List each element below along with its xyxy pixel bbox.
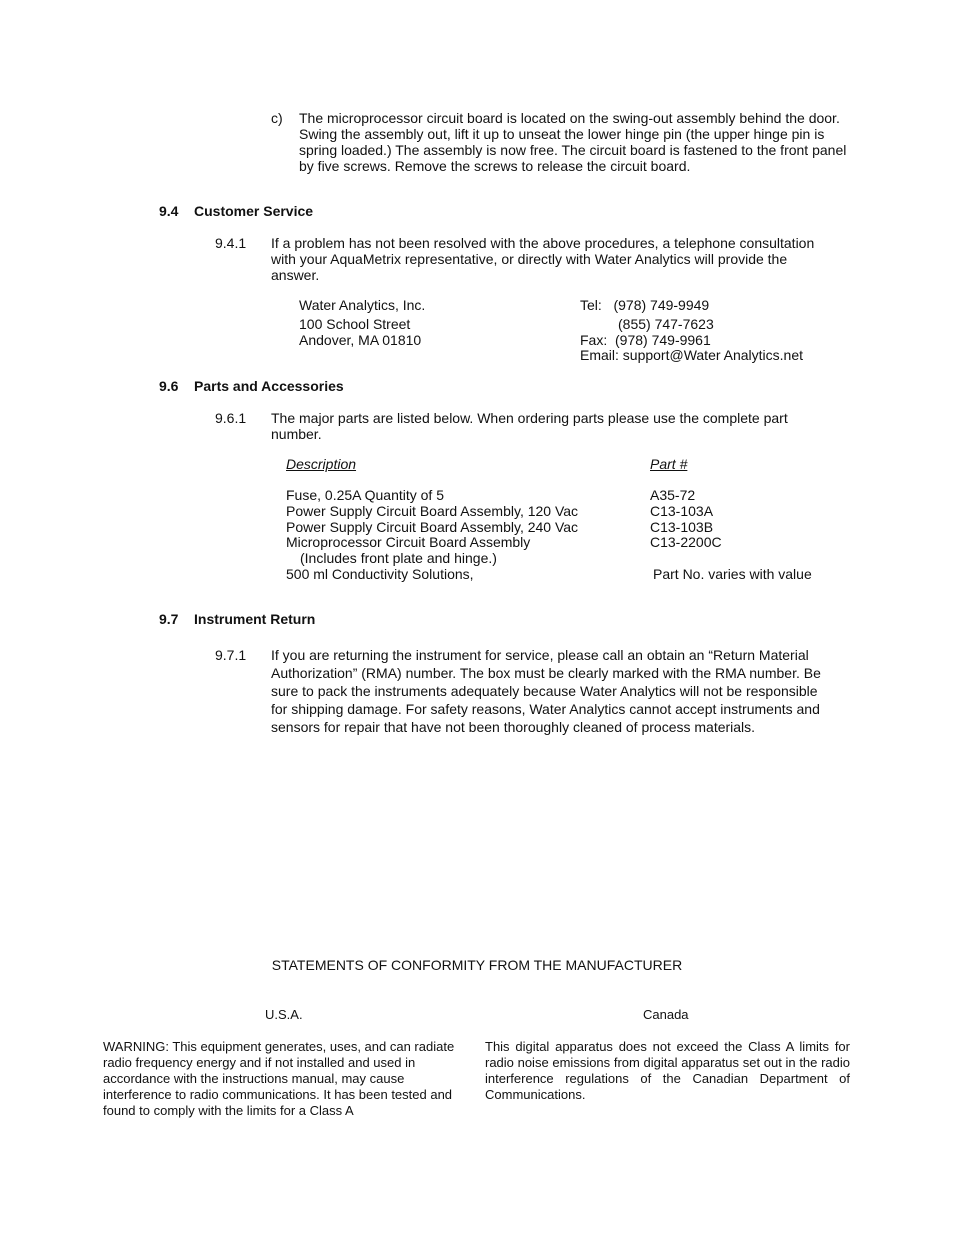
contact-city: Andover, MA 01810 [299,332,422,348]
parts-row-part: Part No. varies with value [653,566,812,582]
section-title-parts-accessories: Parts and Accessories [194,378,344,394]
parts-header-description: Description [286,456,357,472]
parts-row-desc: Fuse, 0.25A Quantity of 5 [286,487,444,503]
parts-row-part: C13-103A [650,503,714,519]
parts-row-part: A35-72 [650,487,696,503]
parts-row-desc: Power Supply Circuit Board Assembly, 120 Vac [286,503,579,519]
subsection-number-9-7-1: 9.7.1 [215,647,247,663]
parts-row-part: C13-2200C [650,534,722,550]
parts-row-desc: 500 ml Conductivity Solutions, [286,566,474,582]
section-title-customer-service: Customer Service [194,203,314,219]
usa-statement: WARNING: This equipment generates, uses, and can radiate radio frequency energy and if not installed and used in accordance with the instructions manual, may cause interference to radio communications. It has been tested and found to comply with the limits for a Class A [103,1039,455,1118]
section-number-9-6: 9.6 [159,378,179,394]
contact-tel2: (855) 747-7623 [618,316,714,332]
section-number-9-4: 9.4 [159,203,179,219]
item-c-text: The microprocessor circuit board is located on the swing-out assembly behind the door. Swing the assembly out, lift it up to unseat the lower hinge pin (the upper hinge pin is spring loaded.) The assembly is now free. The circuit board is fastened to the front panel by five screws. Remove the screws to release the circuit board. [299,110,847,174]
parts-header-part-number: Part # [650,456,688,472]
parts-row-desc-note: (Includes front plate and hinge.) [300,550,497,566]
contact-fax: Fax: (978) 749-9961 [580,332,711,348]
usa-label: U.S.A. [265,1007,303,1022]
canada-label: Canada [643,1007,689,1022]
subsection-text-9-6-1: The major parts are listed below. When ordering parts please use the complete part number. [271,410,788,442]
item-c-marker: c) [271,110,283,126]
parts-row-part: C13-103B [650,519,714,535]
subsection-text-9-4-1: If a problem has not been resolved with the above procedures, a telephone consultation with your AquaMetrix representative, or directly with Water Analytics will provide the answer. [271,235,815,283]
parts-row-desc: Power Supply Circuit Board Assembly, 240 Vac [286,519,579,535]
conformity-title: STATEMENTS OF CONFORMITY FROM THE MANUFACTURER [271,957,683,973]
contact-street: 100 School Street [299,316,411,332]
contact-tel: Tel: (978) 749-9949 [580,297,710,313]
contact-company: Water Analytics, Inc. [299,297,426,313]
canada-statement: This digital apparatus does not exceed the Class A limits for radio noise emissions from digital apparatus set out in the radio interference regulations of the Canadian Department of Communications. [485,1039,850,1102]
contact-email: Email: support@Water Analytics.net [580,347,804,363]
section-number-9-7: 9.7 [159,611,179,627]
subsection-text-9-7-1: If you are returning the instrument for service, please call an obtain an “Return Material Authorization” (RMA) number. The box must be clearly marked with the RMA number. Be sure to pack the instruments adequately because Water Analytics will not be responsible for shipping damage. For safety reasons, Water Analytics cannot accept instruments and sensors for repair that have not been thoroughly cleaned of process materials. [271,647,821,735]
section-title-instrument-return: Instrument Return [194,611,316,627]
subsection-number-9-4-1: 9.4.1 [215,235,247,251]
subsection-number-9-6-1: 9.6.1 [215,410,247,426]
parts-row-desc: Microprocessor Circuit Board Assembly [286,534,531,550]
